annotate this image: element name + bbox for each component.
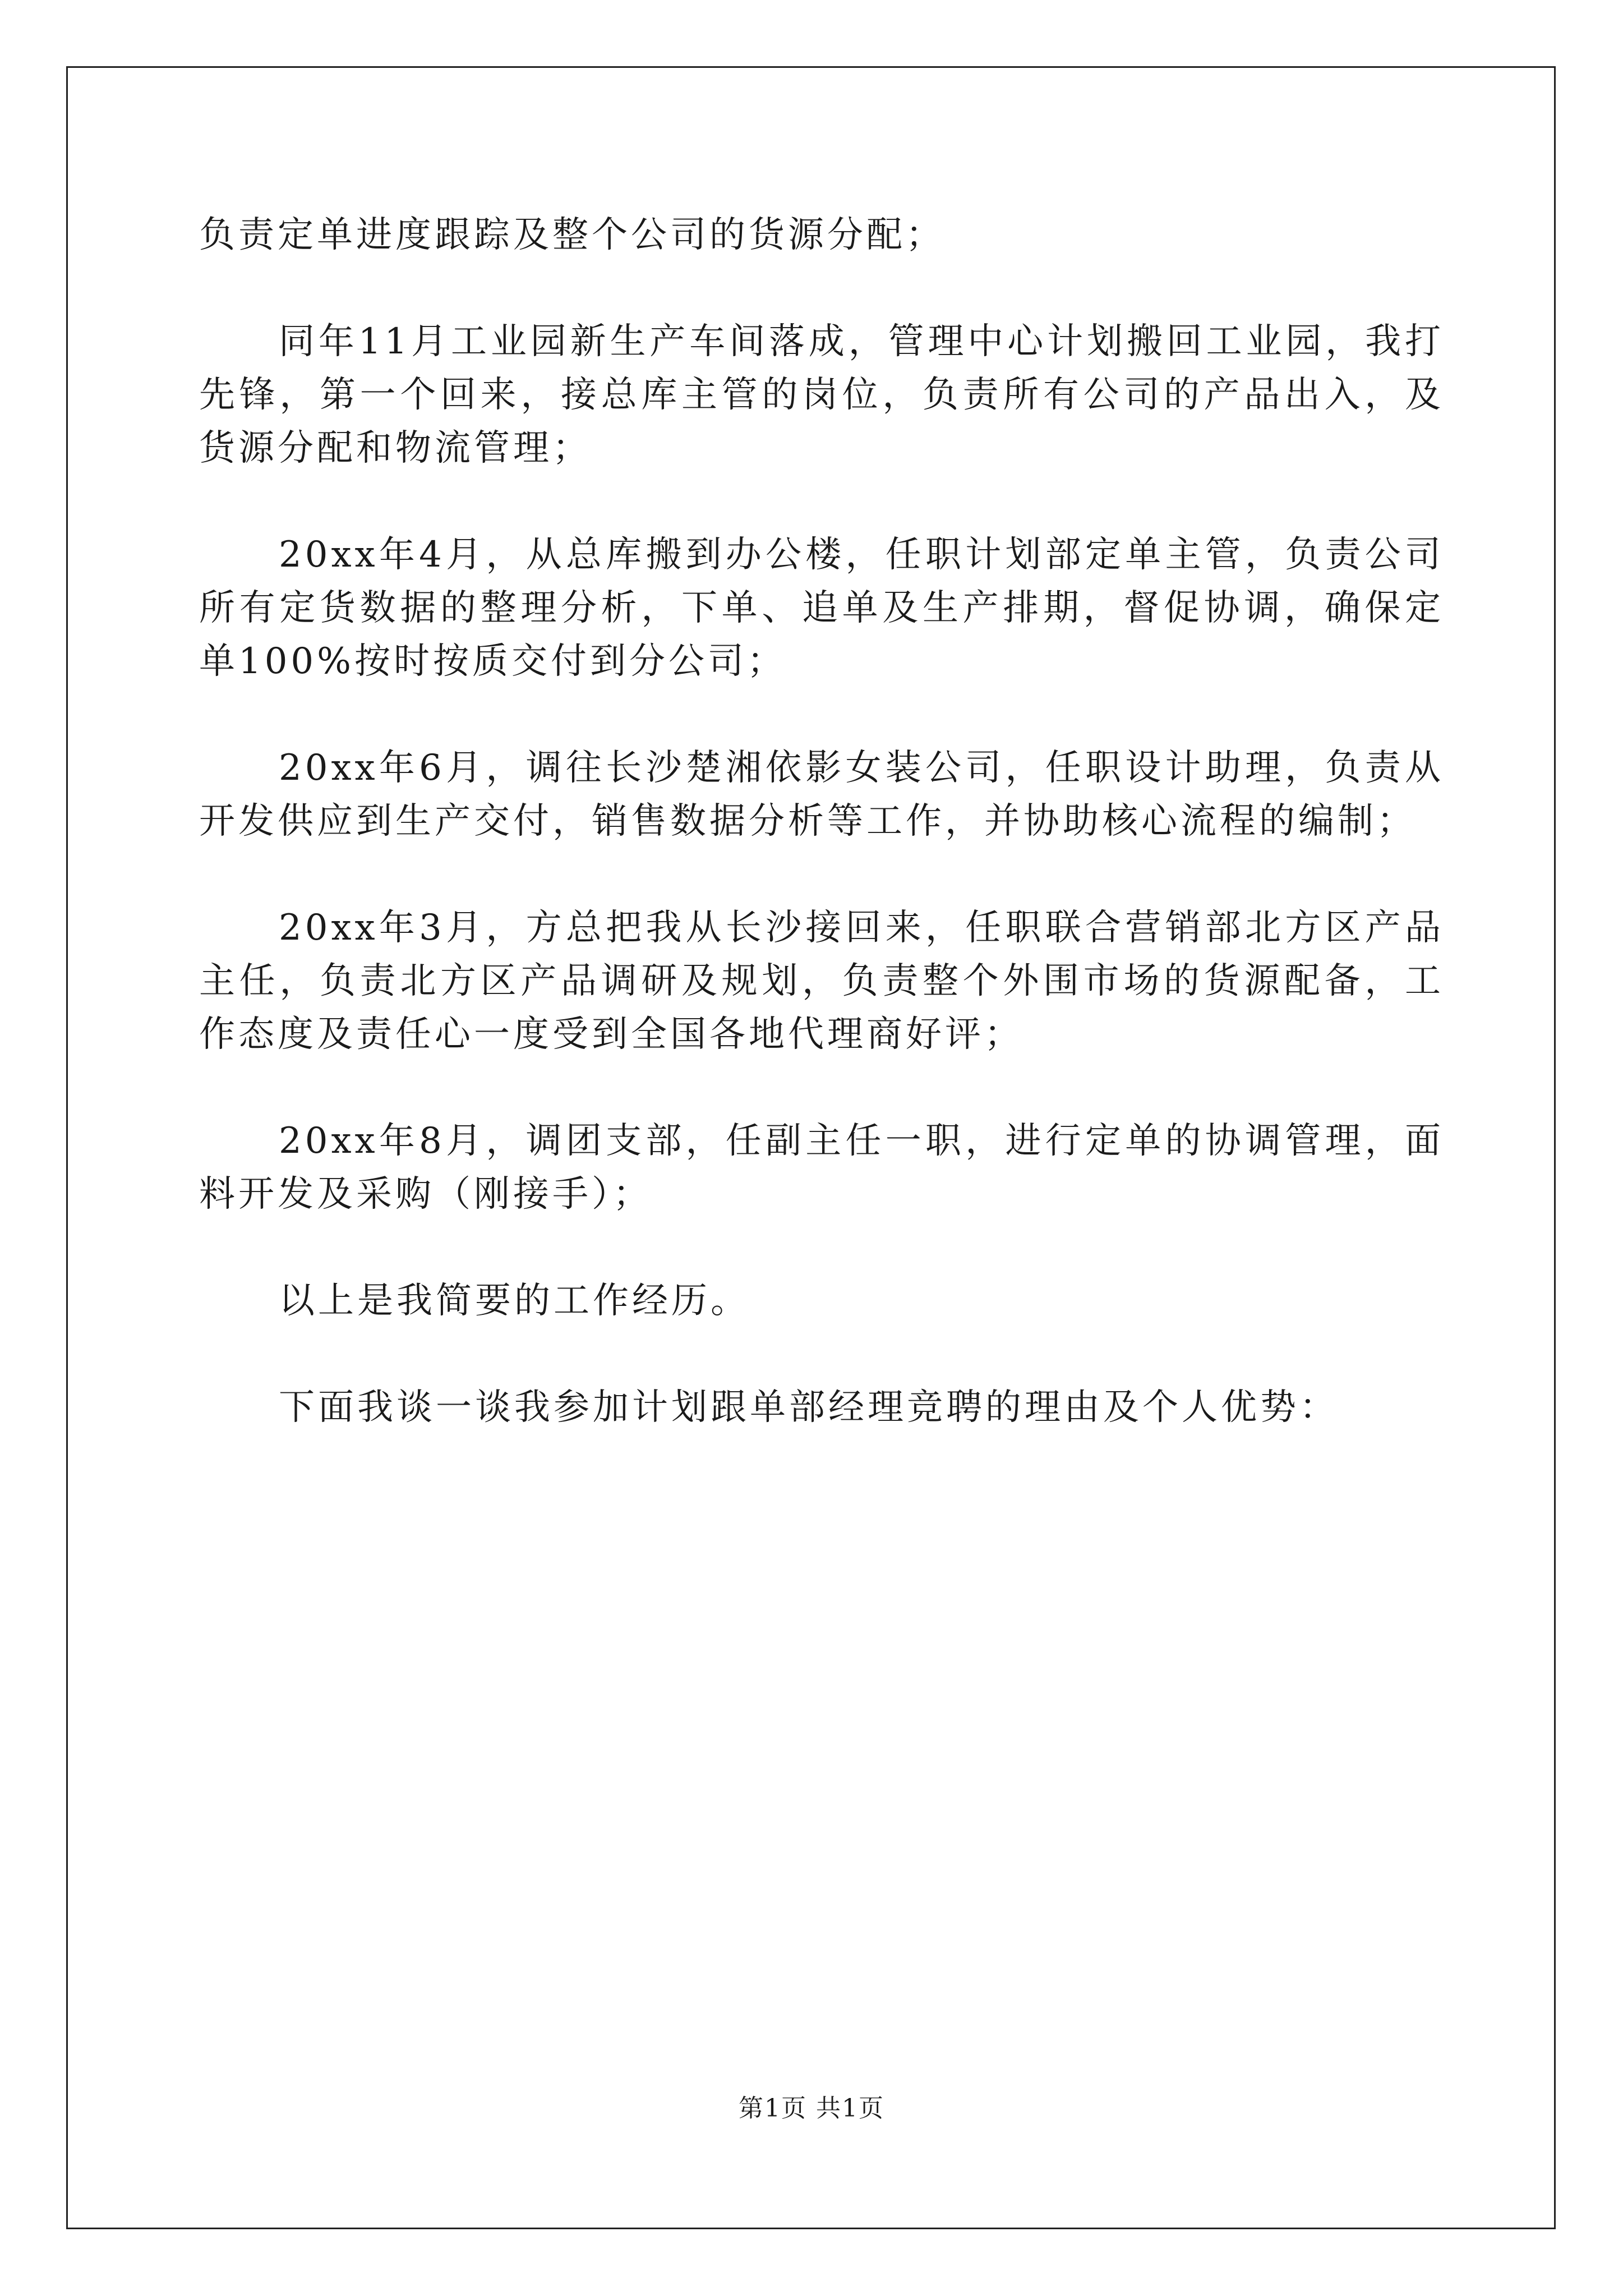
- paragraph: 以上是我简要的工作经历。: [279, 1280, 750, 1322]
- document-body: [199, 209, 1444, 1434]
- page-number-footer: 第1页 共1页: [739, 2094, 884, 2123]
- paragraph: 下面我谈一谈我参加计划跟单部经理竞聘的理由及个人优势：: [279, 1387, 1339, 1428]
- paragraph: 20xx年6月，调往长沙楚湘依影女装公司，任职设计助理，负责从开发供应到生产交付，销售数据分析等工作，并协助核心流程的编制；: [199, 747, 1444, 842]
- paragraph: 同年11月工业园新生产车间落成，管理中心计划搬回工业园，我打先锋，第一个回来，接总库主管的岗位，负责所有公司的产品出入，及货源分配和物流管理；: [199, 321, 1444, 469]
- paragraph: 20xx年3月，方总把我从长沙接回来，任职联合营销部北方区产品主任，负责北方区产品调研及规划，负责整个外围市场的货源配备，工作态度及责任心一度受到全国各地代理商好评；: [199, 907, 1444, 1055]
- paragraph: 20xx年8月，调团支部，任副主任一职，进行定单的协调管理，面料开发及采购（刚接手）；: [199, 1120, 1444, 1215]
- paragraph: 20xx年4月，从总库搬到办公楼，任职计划部定单主管，负责公司所有定货数据的整理分析，下单、追单及生产排期，督促协调，确保定单100%按时按质交付到分公司；: [199, 534, 1444, 682]
- paragraph: 负责定单进度跟踪及整个公司的货源分配；: [199, 214, 945, 256]
